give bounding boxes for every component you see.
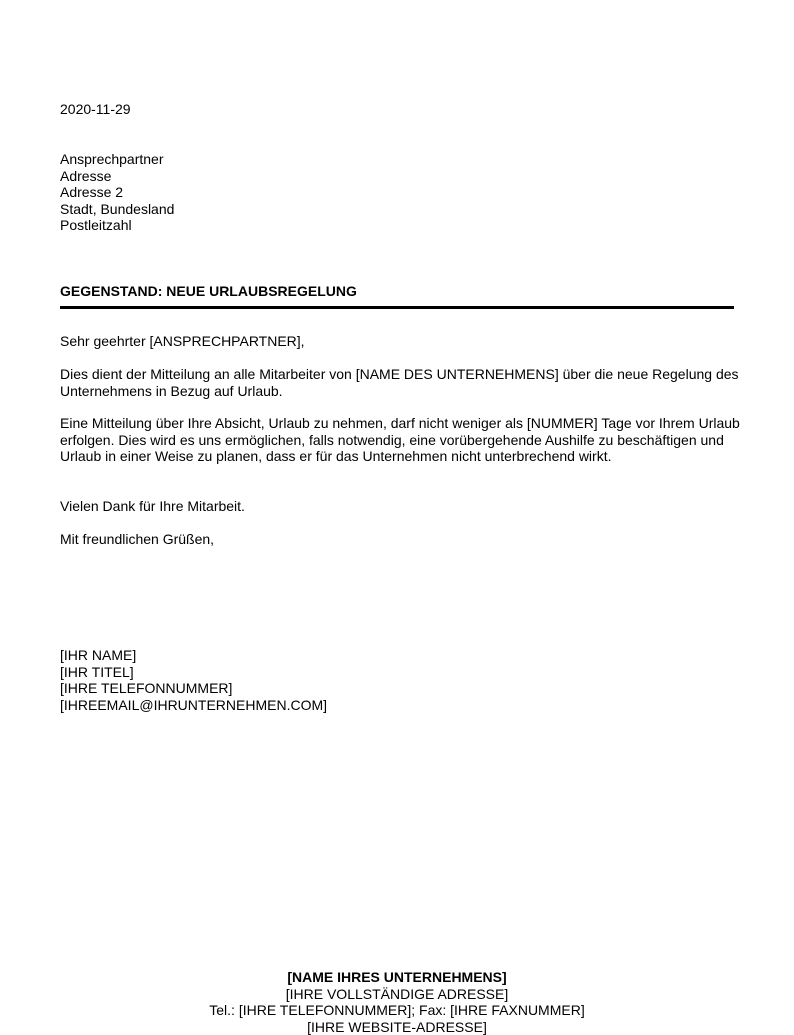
body-paragraph-1: Dies dient der Mitteilung an alle Mitarbeiter von [NAME DES UNTERNEHMENS] über die neue Regelung des Unternehmens in Bezug auf Urlaub. bbox=[60, 366, 740, 399]
footer-website: [IHRE WEBSITE-ADRESSE] bbox=[0, 1019, 794, 1035]
footer-company-name: [NAME IHRES UNTERNEHMENS] bbox=[0, 969, 794, 986]
recipient-address-line-1: Adresse bbox=[60, 168, 174, 185]
subject-divider bbox=[60, 306, 734, 309]
recipient-postal-code: Postleitzahl bbox=[60, 217, 174, 234]
signature-phone: [IHRE TELEFONNUMMER] bbox=[60, 680, 327, 697]
subject-line: GEGENSTAND: NEUE URLAUBSREGELUNG bbox=[60, 283, 357, 300]
salutation: Sehr geehrter [ANSPRECHPARTNER], bbox=[60, 333, 305, 350]
body-paragraph-2: Eine Mitteilung über Ihre Absicht, Urlaub zu nehmen, darf nicht weniger als [NUMMER] Tage vor Ihrem Urlaub erfolgen. Dies wird es uns ermöglichen, falls notwendig, eine vorübergehende Aushilfe zu beschäftigen und Urlaub in einer Weise zu planen, dass er für das Unternehmen nicht unterbrechend wirkt. bbox=[60, 415, 740, 465]
signature-email: [IHREEMAIL@IHRUNTERNEHMEN.COM] bbox=[60, 697, 327, 714]
recipient-address bbox=[60, 151, 174, 234]
letter-date: 2020-11-29 bbox=[60, 101, 131, 118]
recipient-contact: Ansprechpartner bbox=[60, 151, 174, 168]
signature-block bbox=[60, 647, 327, 713]
recipient-address-line-2: Adresse 2 bbox=[60, 184, 174, 201]
recipient-city-state: Stadt, Bundesland bbox=[60, 201, 174, 218]
letterhead-footer bbox=[0, 969, 794, 1035]
footer-address: [IHRE VOLLSTÄNDIGE ADRESSE] bbox=[0, 986, 794, 1003]
body-paragraph-3: Vielen Dank für Ihre Mitarbeit. bbox=[60, 498, 740, 515]
footer-contact: Tel.: [IHRE TELEFONNUMMER]; Fax: [IHRE FAXNUMMER] bbox=[0, 1002, 794, 1019]
signature-title: [IHR TITEL] bbox=[60, 664, 327, 681]
closing: Mit freundlichen Grüßen, bbox=[60, 531, 214, 548]
signature-name: [IHR NAME] bbox=[60, 647, 327, 664]
